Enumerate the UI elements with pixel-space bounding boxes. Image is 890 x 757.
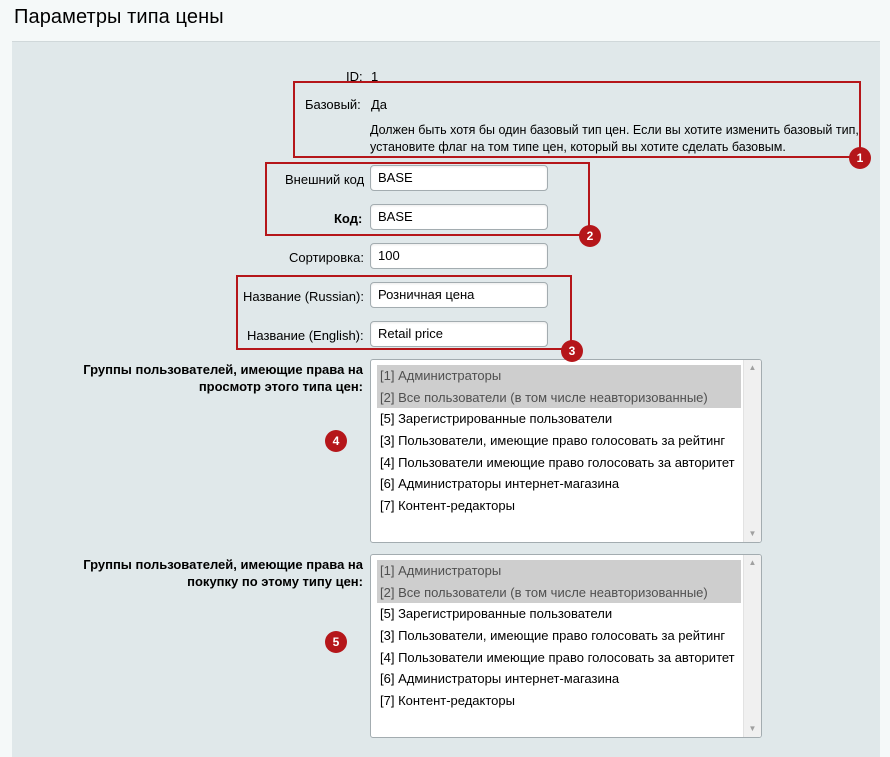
base-label: Базовый: (305, 97, 361, 112)
scroll-down-icon[interactable]: ▼ (748, 724, 757, 733)
ext-code-input[interactable]: BASE (370, 165, 548, 191)
groups-view-select[interactable] (370, 359, 762, 543)
page-title: Параметры типа цены (14, 6, 224, 28)
id-label: ID: (346, 69, 363, 84)
list-option[interactable]: [5] Зарегистрированные пользователи (380, 606, 613, 622)
list-option[interactable]: [2] Все пользователи (в том числе неавторизованные) (377, 582, 741, 604)
list-option[interactable]: [6] Администраторы интернет-магазина (380, 671, 620, 687)
annotation-badge-2: 2 (579, 225, 601, 247)
name-ru-input[interactable]: Розничная цена (370, 282, 548, 308)
list-option[interactable]: [5] Зарегистрированные пользователи (380, 411, 613, 427)
list-option[interactable]: [1] Администраторы (377, 560, 741, 582)
id-value: 1 (371, 69, 379, 84)
scroll-up-icon[interactable]: ▲ (748, 363, 757, 372)
annotation-badge-1: 1 (849, 147, 871, 169)
sort-input[interactable]: 100 (370, 243, 548, 269)
list-option[interactable]: [3] Пользователи, имеющие право голосовать за рейтинг (380, 433, 726, 449)
list-option[interactable]: [2] Все пользователи (в том числе неавторизованные) (377, 387, 741, 409)
list-option[interactable]: [7] Контент-редакторы (380, 498, 515, 514)
list-option[interactable]: [4] Пользователи имеющие право голосовать за авторитет (380, 649, 735, 665)
list-option[interactable]: [1] Администраторы (377, 365, 741, 387)
base-value: Да (371, 97, 388, 112)
list-option[interactable]: [4] Пользователи имеющие право голосовать за авторитет (380, 454, 735, 470)
annotation-box-2 (265, 162, 590, 236)
sort-label: Сортировка: (289, 250, 364, 265)
annotation-badge-3: 3 (561, 340, 583, 362)
code-label: Код: (334, 211, 363, 226)
groups-buy-select[interactable] (370, 554, 762, 738)
groups-view-label: Группы пользователей, имеющие права на просмотр этого типа цен: (83, 362, 363, 394)
list-option[interactable]: [6] Администраторы интернет-магазина (380, 476, 620, 492)
groups-buy-label: Группы пользователей, имеющие права на покупку по этому типу цен: (83, 557, 363, 589)
list-option[interactable]: [7] Контент-редакторы (380, 693, 515, 709)
annotation-box-3 (236, 275, 572, 350)
groups-buy-scrollbar[interactable] (743, 555, 761, 737)
annotation-badge-5: 5 (325, 631, 347, 653)
base-note: Должен быть хотя бы один базовый тип цен. Если вы хотите изменить базовый тип, установите флаг на том типе цен, который вы хотите сделать базовым. (370, 123, 859, 154)
scroll-up-icon[interactable]: ▲ (748, 558, 757, 567)
groups-view-scrollbar[interactable] (743, 360, 761, 542)
name-en-label: Название (English): (247, 328, 364, 343)
annotation-box-1 (293, 81, 861, 158)
code-input[interactable]: BASE (370, 204, 548, 230)
name-ru-label: Название (Russian): (243, 289, 364, 304)
name-en-input[interactable]: Retail price (370, 321, 548, 347)
scroll-down-icon[interactable]: ▼ (748, 529, 757, 538)
annotation-badge-4: 4 (325, 430, 347, 452)
ext-code-label: Внешний код (285, 172, 365, 187)
list-option[interactable]: [3] Пользователи, имеющие право голосовать за рейтинг (380, 628, 726, 644)
